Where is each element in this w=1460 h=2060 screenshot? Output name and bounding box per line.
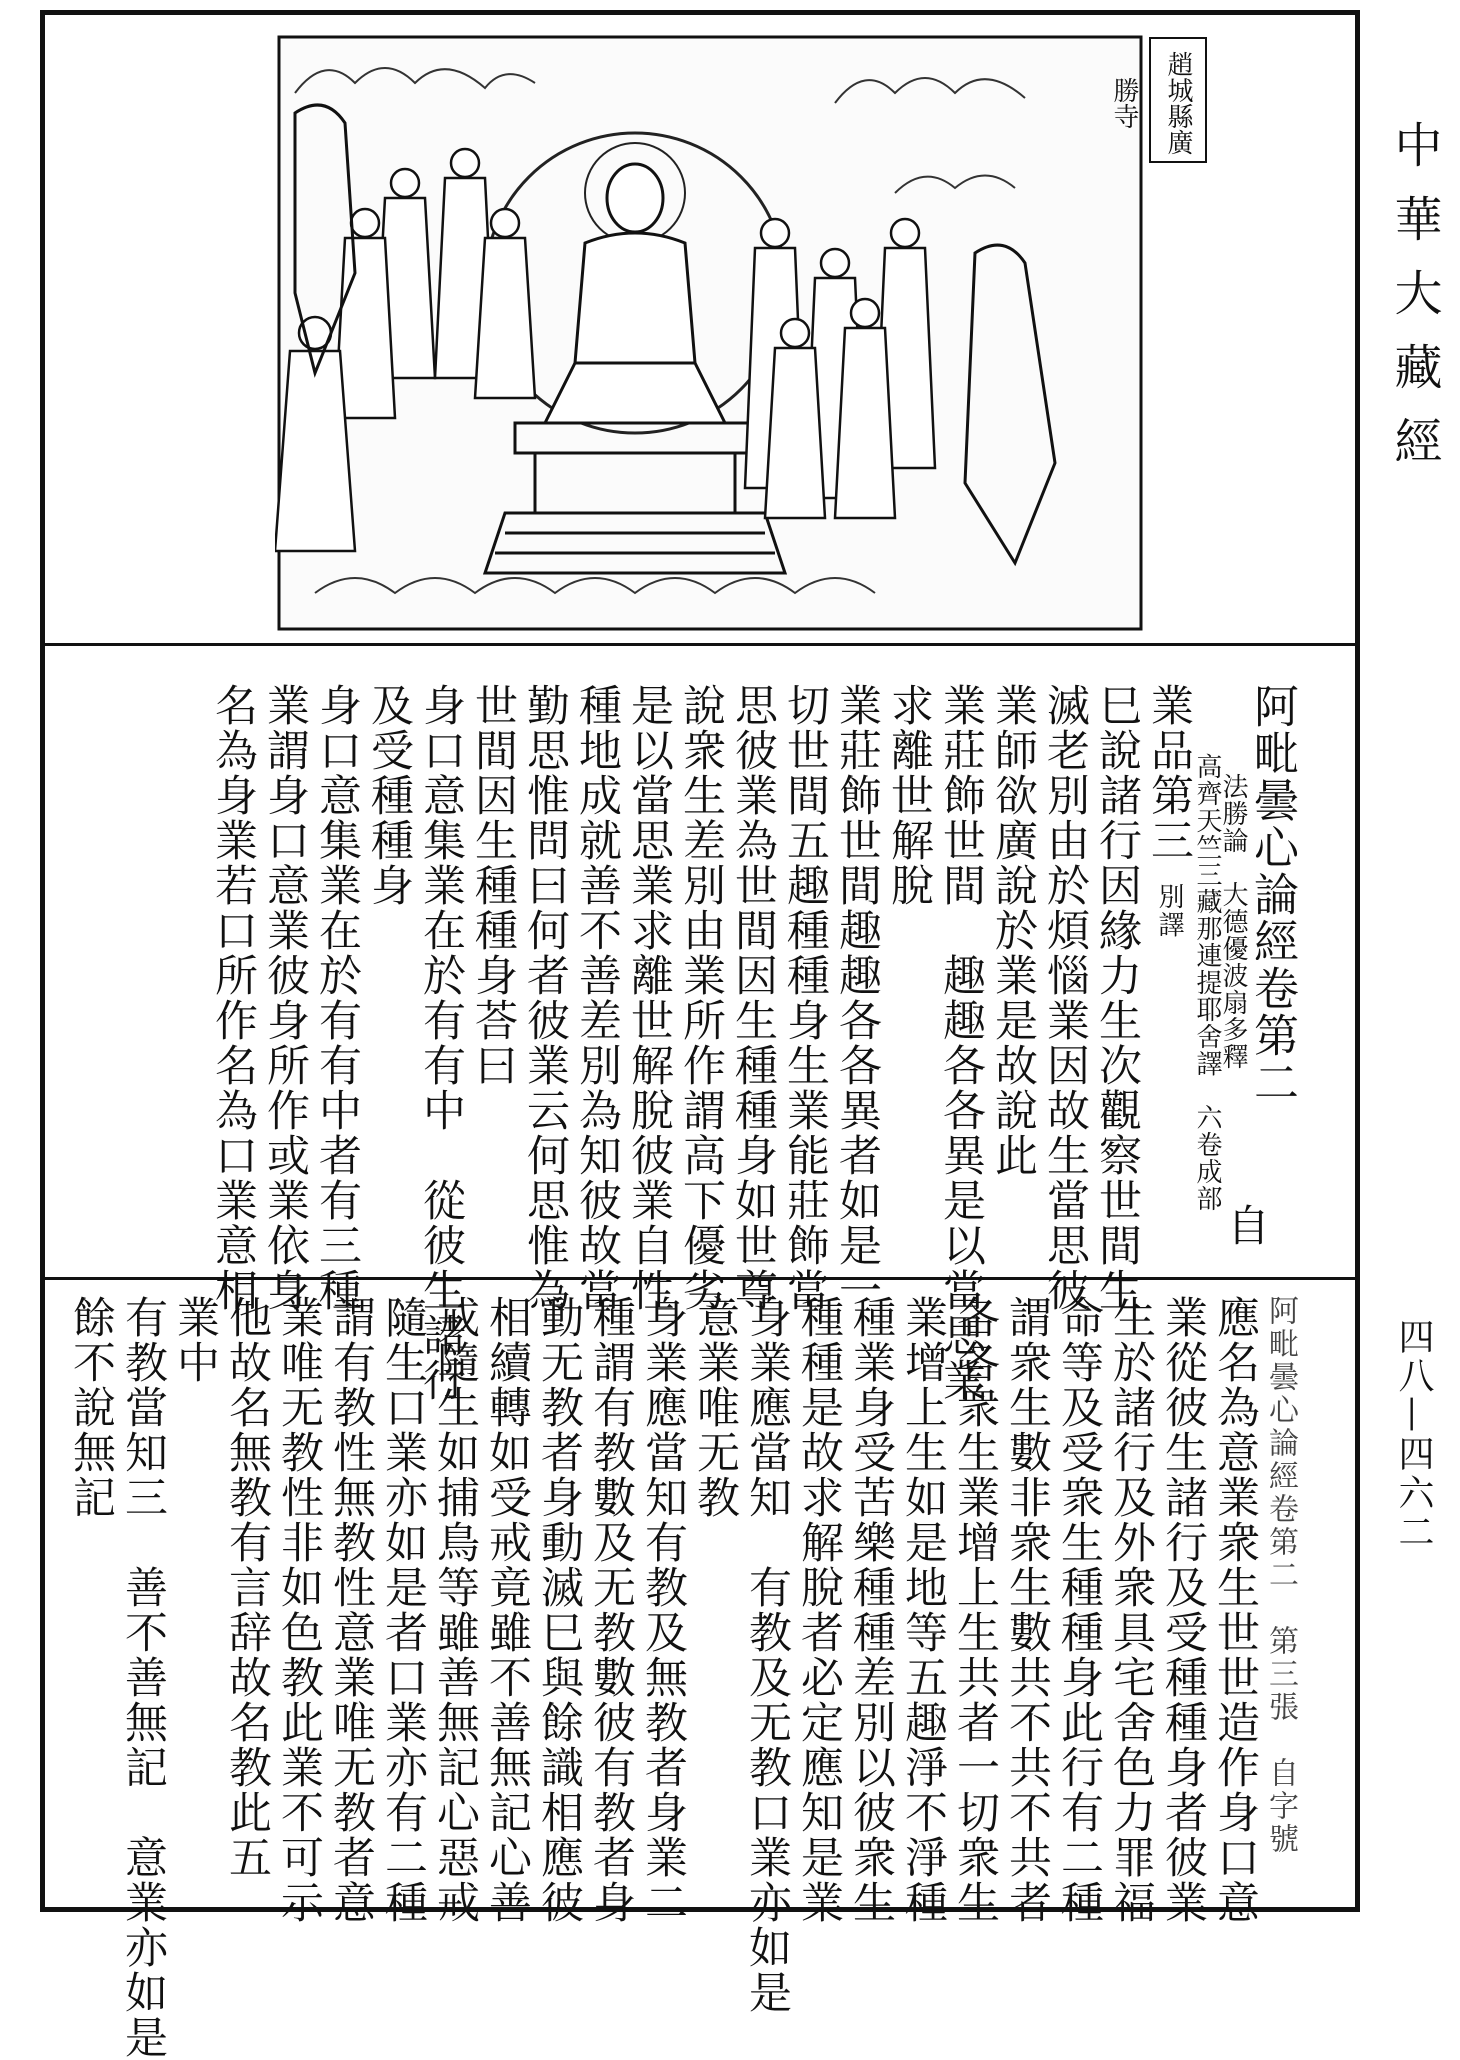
text-column: 相續轉如受戒竟雖不善無記心善 <box>482 1295 532 1925</box>
section-note: 別譯 <box>1154 883 1184 939</box>
section-heading: 業品第三 <box>1144 683 1194 863</box>
text-column: 身口意集業在於有有中 從彼生諸行 <box>416 683 466 1403</box>
text-column: 勤思惟問曰何者彼業云何思惟為 <box>520 683 570 1313</box>
text-column: 謂衆生數非衆生數共不共不共者 <box>1002 1295 1052 1925</box>
text-column: 滅老別由於煩惱業因故生當思彼 <box>1040 683 1090 1313</box>
text-column: 思彼業為世間因生種種身如世尊 <box>728 683 778 1313</box>
text-column: 及受種種身 <box>364 683 414 908</box>
volume-mark: 自 <box>1227 1202 1270 1252</box>
buddha-assembly-drawing <box>275 33 1145 633</box>
text-column: 巳說諸行因緣力生次觀察世間生 <box>1092 683 1142 1313</box>
text-column: 是以當思業求離世解脫彼業自性 <box>624 683 674 1313</box>
text-column: 業莊飾世間 趣趣各各異是以當思業 <box>936 683 986 1403</box>
text-column: 業謂身口意業彼身所作或業依身 <box>260 683 310 1313</box>
section-title <box>1144 683 1194 939</box>
running-header: 阿毗曇心論經卷第二 第三張 自字號 <box>1263 1295 1298 1856</box>
page-frame <box>40 10 1360 2060</box>
text-column: 求離世解脫 <box>884 683 934 908</box>
text-column: 種地成就善不善差別為知彼故當 <box>572 683 622 1313</box>
text-column: 種種是故求解脫者必定應知是業 <box>794 1295 844 1925</box>
text-column: 餘不說無記 <box>66 1295 116 1520</box>
text-column: 有教當知三 善不善無記 意業亦如是 <box>118 1295 168 2060</box>
text-column: 業從彼生諸行及受種種身者彼業 <box>1158 1295 1208 1925</box>
text-column: 切世間五趣種種身生業能莊飾當 <box>780 683 830 1313</box>
collection-title: 中華大藏經 <box>1386 120 1442 490</box>
text-column: 身業應當知 有教及无教口業亦如是 <box>742 1295 792 2015</box>
text-column: 業中 <box>170 1295 220 1385</box>
text-column: 應名為意業衆生世世造作身口意 <box>1210 1295 1260 1925</box>
translator-line: 高齊天竺三藏那連提耶舍譯 六卷成部 <box>1192 753 1222 1212</box>
temple-label: 趙城縣廣勝寺 <box>1149 37 1207 163</box>
text-column: 名為身業若口所作名為口業意相 <box>208 683 258 1313</box>
text-column: 業莊飾世間趣趣各各異者如是一 <box>832 683 882 1313</box>
author-line: 法勝論 大德優波扇多釋 <box>1218 773 1248 1070</box>
text-column: 他故名無教有言辞故名教此五 <box>222 1295 272 1880</box>
text-column: 業唯无教性非如色教此業不可示 <box>274 1295 324 1925</box>
divider-top <box>45 643 1355 646</box>
text-panel-lower <box>66 1295 1298 2060</box>
text-column: 身業應當知有教及無教者身業二 <box>638 1295 688 1925</box>
text-column: 隨生口業亦如是者口業亦有二種 <box>378 1295 428 1925</box>
text-column: 戒隨生如捕鳥等雖善無記心惡戒 <box>430 1295 480 1925</box>
page-number: 四八—四六二 <box>1393 1318 1434 1552</box>
text-column: 種謂有教數及无教數彼有教者身 <box>586 1295 636 1925</box>
scroll-title: 阿毗曇心論經卷第二 <box>1246 683 1299 1106</box>
text-column: 命等及受衆生種種身此行有二種 <box>1054 1295 1104 1925</box>
text-column: 生於諸行及外衆具宅舍色力罪福 <box>1106 1295 1156 1925</box>
text-column: 業師欲廣說於業是故說此 <box>988 683 1038 1178</box>
text-column: 意業唯无教 <box>690 1295 740 1520</box>
frontispiece-illustration <box>275 33 1145 633</box>
text-column: 種業身受苦樂種種差別以彼衆生 <box>846 1295 896 1925</box>
text-column: 身口意集業在於有有中者有三種 <box>312 683 362 1313</box>
text-column: 世間因生種種身荅曰 <box>468 683 518 1088</box>
text-column: 動无教者身動滅巳與餘識相應彼 <box>534 1295 584 1925</box>
text-column: 各各衆生業增上生共者一切衆生 <box>950 1295 1000 1925</box>
text-column: 謂有教性無教性意業唯无教者意 <box>326 1295 376 1925</box>
text-column: 說衆生差別由業所作謂高下優劣 <box>676 683 726 1313</box>
text-column: 業增上生如是地等五趣淨不淨種 <box>898 1295 948 1925</box>
